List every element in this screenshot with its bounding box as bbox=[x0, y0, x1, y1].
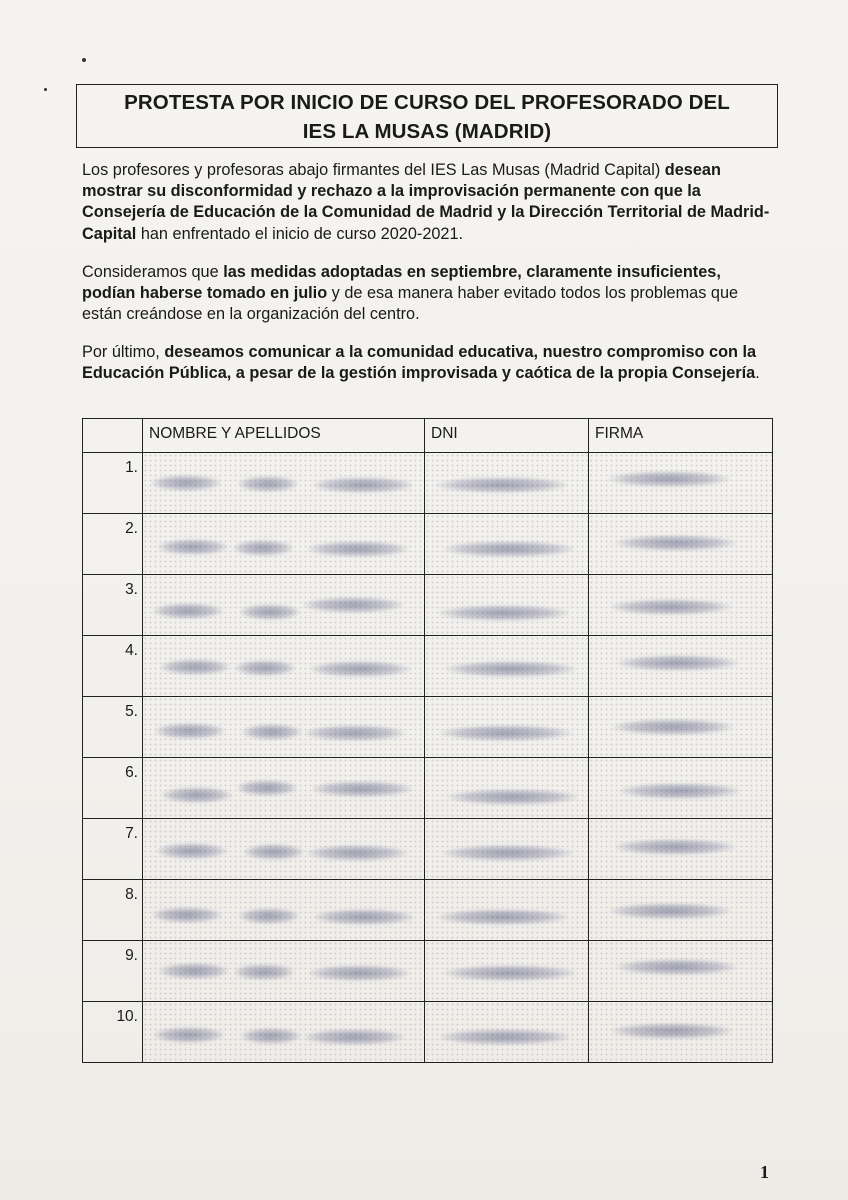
redacted-name-cell bbox=[143, 941, 425, 1002]
row-number-cell bbox=[83, 880, 143, 941]
redacted-dni-cell bbox=[425, 636, 589, 697]
redaction-blur bbox=[239, 908, 299, 924]
redaction-blur bbox=[240, 604, 300, 620]
row-number: 3. bbox=[125, 581, 138, 598]
redacted-signature-cell bbox=[589, 880, 773, 941]
scan-speck bbox=[44, 88, 47, 91]
redaction-blur bbox=[616, 535, 736, 551]
row-number-cell bbox=[83, 514, 143, 575]
redacted-dni-cell bbox=[425, 880, 589, 941]
redacted-signature-cell bbox=[589, 514, 773, 575]
redacted-dni-cell bbox=[425, 1002, 589, 1063]
document-title-box bbox=[76, 84, 778, 148]
redaction-blur bbox=[309, 965, 409, 981]
row-number-cell bbox=[83, 636, 143, 697]
paragraph-measures-bold: las medidas adoptadas en septiembre, claramente insuficientes, podían haberse tomado en julio bbox=[82, 263, 721, 303]
paragraph-measures-text-a: Consideramos que bbox=[82, 263, 224, 281]
redacted-dni-cell bbox=[425, 819, 589, 880]
redaction-blur bbox=[617, 959, 737, 975]
row-number-cell bbox=[83, 575, 143, 636]
redaction-noise bbox=[425, 758, 588, 818]
redaction-blur bbox=[160, 659, 230, 675]
paragraph-commitment-text-a: Por último, bbox=[82, 343, 165, 361]
redaction-blur bbox=[235, 660, 295, 676]
redacted-dni-cell bbox=[425, 453, 589, 514]
redaction-blur bbox=[618, 655, 738, 671]
row-number: 9. bbox=[125, 947, 138, 964]
redaction-blur bbox=[444, 541, 574, 557]
paragraph-commitment-bold: deseamos comunicar a la comunidad educativa, nuestro compromiso con la Educación Pública, a pesar de la gestión improvisada y caótica de la propia Consejería bbox=[82, 343, 757, 383]
redaction-blur bbox=[439, 605, 569, 621]
paragraph-intro-text-a: Los profesores y profesoras abajo firmantes del IES Las Musas (Madrid Capital) bbox=[82, 161, 665, 179]
header-name: NOMBRE Y APELLIDOS bbox=[143, 419, 425, 453]
row-number-cell bbox=[83, 758, 143, 819]
redacted-signature-cell bbox=[589, 636, 773, 697]
redacted-name-cell bbox=[143, 636, 425, 697]
header-dni: DNI bbox=[425, 419, 589, 453]
table-row bbox=[83, 758, 773, 819]
redacted-signature-cell bbox=[589, 941, 773, 1002]
redaction-blur bbox=[437, 477, 567, 493]
row-number: 8. bbox=[125, 886, 138, 903]
redaction-blur bbox=[611, 599, 731, 615]
redaction-blur bbox=[152, 907, 222, 923]
redacted-dni-cell bbox=[425, 758, 589, 819]
row-number: 2. bbox=[125, 520, 138, 537]
title-line-1: PROTESTA POR INICIO DE CURSO DEL PROFESORADO DEL bbox=[124, 91, 730, 114]
paragraph-commitment-text-c: . bbox=[755, 364, 760, 383]
row-number: 4. bbox=[125, 642, 138, 659]
redaction-blur bbox=[448, 789, 578, 805]
title-line-2: IES LA MUSAS (MADRID) bbox=[302, 120, 552, 143]
redacted-signature-cell bbox=[589, 575, 773, 636]
redaction-blur bbox=[308, 541, 408, 557]
redaction-blur bbox=[620, 783, 740, 799]
redaction-blur bbox=[438, 909, 568, 925]
redaction-blur bbox=[303, 597, 403, 613]
redaction-blur bbox=[158, 539, 228, 555]
paragraph-intro-bold: desean mostrar su disconformidad y rechazo a la improvisación permanente con que la Consejería de Educación de la Comunidad de Madrid y la Dirección Territorial de Madrid-Capital bbox=[82, 161, 770, 243]
redaction-blur bbox=[314, 909, 414, 925]
redaction-blur bbox=[612, 1023, 732, 1039]
redaction-blur bbox=[610, 903, 730, 919]
redacted-signature-cell bbox=[589, 758, 773, 819]
table-row bbox=[83, 697, 773, 758]
redaction-blur bbox=[153, 603, 223, 619]
row-number: 1. bbox=[125, 459, 138, 476]
table-row bbox=[83, 514, 773, 575]
row-number-cell bbox=[83, 941, 143, 1002]
table-row bbox=[83, 880, 773, 941]
redaction-blur bbox=[162, 787, 232, 803]
page-number: 1 bbox=[760, 1162, 769, 1182]
redaction-blur bbox=[304, 1029, 404, 1045]
redacted-name-cell bbox=[143, 819, 425, 880]
header-number bbox=[83, 419, 143, 453]
redaction-blur bbox=[310, 661, 410, 677]
redaction-blur bbox=[313, 477, 413, 493]
redaction-blur bbox=[244, 844, 304, 860]
redacted-dni-cell bbox=[425, 697, 589, 758]
redaction-blur bbox=[242, 724, 302, 740]
redacted-name-cell bbox=[143, 575, 425, 636]
redacted-dni-cell bbox=[425, 941, 589, 1002]
redaction-blur bbox=[445, 965, 575, 981]
redaction-blur bbox=[609, 471, 729, 487]
scan-speck bbox=[82, 58, 86, 62]
redaction-blur bbox=[159, 963, 229, 979]
table-row bbox=[83, 941, 773, 1002]
redaction-blur bbox=[613, 719, 733, 735]
redacted-name-cell bbox=[143, 514, 425, 575]
row-number-cell bbox=[83, 453, 143, 514]
redaction-blur bbox=[241, 1028, 301, 1044]
redaction-blur bbox=[615, 839, 735, 855]
row-number: 6. bbox=[125, 764, 138, 781]
redaction-blur bbox=[440, 1029, 570, 1045]
redaction-blur bbox=[151, 475, 221, 491]
redacted-name-cell bbox=[143, 880, 425, 941]
redaction-blur bbox=[234, 964, 294, 980]
table-row bbox=[83, 1002, 773, 1063]
redacted-name-cell bbox=[143, 453, 425, 514]
table-row bbox=[83, 819, 773, 880]
redaction-blur bbox=[305, 725, 405, 741]
redaction-blur bbox=[154, 1027, 224, 1043]
header-signature: FIRMA bbox=[589, 419, 773, 453]
redaction-blur bbox=[443, 845, 573, 861]
signature-table-body bbox=[83, 453, 773, 1063]
row-number-cell bbox=[83, 819, 143, 880]
redaction-blur bbox=[238, 476, 298, 492]
redaction-blur bbox=[307, 845, 407, 861]
paragraph-intro-text-c: han enfrentado el inicio de curso 2020-2021. bbox=[136, 224, 464, 243]
row-number: 7. bbox=[125, 825, 138, 842]
redaction-blur bbox=[441, 725, 571, 741]
paragraph-measures bbox=[82, 262, 772, 326]
row-number-cell bbox=[83, 697, 143, 758]
paragraph-measures-text-c: y de esa manera haber evitado todos los problemas que están creándose en la organización del centro. bbox=[82, 284, 739, 324]
redaction-blur bbox=[155, 723, 225, 739]
redacted-dni-cell bbox=[425, 575, 589, 636]
redaction-blur bbox=[233, 540, 293, 556]
redaction-blur bbox=[237, 780, 297, 796]
redacted-name-cell bbox=[143, 697, 425, 758]
redacted-signature-cell bbox=[589, 697, 773, 758]
row-number-cell bbox=[83, 1002, 143, 1063]
paragraph-intro bbox=[82, 160, 772, 245]
table-row bbox=[83, 575, 773, 636]
table-row bbox=[83, 636, 773, 697]
signature-table-header-row bbox=[83, 419, 773, 453]
redacted-name-cell bbox=[143, 758, 425, 819]
redaction-blur bbox=[157, 843, 227, 859]
redaction-blur bbox=[312, 781, 412, 797]
table-row bbox=[83, 453, 773, 514]
redacted-dni-cell bbox=[425, 514, 589, 575]
redacted-signature-cell bbox=[589, 1002, 773, 1063]
redacted-signature-cell bbox=[589, 453, 773, 514]
row-number: 10. bbox=[116, 1008, 138, 1025]
row-number: 5. bbox=[125, 703, 138, 720]
redacted-signature-cell bbox=[589, 819, 773, 880]
signature-table bbox=[82, 418, 773, 1063]
redaction-blur bbox=[446, 661, 576, 677]
redacted-name-cell bbox=[143, 1002, 425, 1063]
paragraph-commitment bbox=[82, 342, 772, 384]
